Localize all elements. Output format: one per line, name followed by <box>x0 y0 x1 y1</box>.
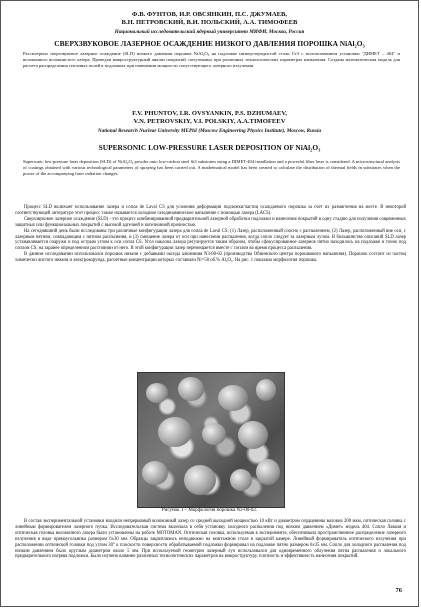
paragraph: Сверхзвуковое лазерное осаждение (SLD) - это процесс комбинированной предварительной лазерной обработки подложки и нанесения покрытий в одну стадию для получения современных защитных или функциональных покрытий с высокой адгезией и когезионной прочностью. <box>15 216 406 228</box>
paragraph: Процесс SLD включает использование лазера и сопла de Laval CS для усиления деформации подложки/частиц осаждаемого порошка за счет их размягчения на месте. В некоторой соответствующей литературе этот процесс также называется холодное газодинамическое напыление с помощью лазера (LACS). <box>15 205 406 216</box>
powder-grain <box>184 465 216 495</box>
ru-authors-line-2: В.Н. ПЕТРОВСКИЙ, В.И. ПОЛЬСКИЙ, А.А. ТИМОФЕЕВ <box>121 19 298 27</box>
body-top <box>15 205 406 264</box>
body-bottom <box>15 519 406 560</box>
page-number: 76 <box>395 587 402 594</box>
powder-grain <box>202 423 226 445</box>
powder-grain <box>256 459 280 485</box>
en-affiliation: National Research Nuclear University MEPhI (Moscow Engineering Physics Institute), Moscow, Russia <box>97 128 322 134</box>
en-authors <box>11 110 408 126</box>
powder-grain <box>230 469 252 491</box>
en-authors-line-1: F.V. PHUNTOV, I.R. OVSYANKIN, P.S. DZHUMAEV, <box>132 110 287 117</box>
en-abstract: Supersonic low-pressure laser deposition (SLD) of NiAl₂O₃ powder onto low-carbon steel St3 substrates using a DIMET-404 installation and a powerful fiber laser is considered. A microstructural analysis of coatings obtained with various technological parameters of spraying has been carried out. A mathematical model has been created to calculate the distribution of thermal fields in substrates when the power of the accompanying laser radiation changes. <box>23 159 400 176</box>
powder-grain <box>178 377 204 401</box>
powder-grain <box>256 379 276 401</box>
figure-caption: Рисунок 1 – Морфология порошка N3-00-02. <box>161 508 258 513</box>
paragraph: В данном исследовании использовался порошок никеля с добавками оксида алюминия N3-00-02 (производства Обнинского центра порошкового напыления). Порошок состоит из частиц химически чистого никеля и электрокорунда, расчетные концентрации которых составили Ni=50 об.% Al₂O₃. На рис. 1 показана морфология порошка. <box>15 252 406 264</box>
ru-authors-line-1: Ф.В. ФУНТОВ, И.Р. ОВСЯНКИН, П.С. ДЖУМАЕВ, <box>131 11 288 18</box>
powder-grain <box>238 421 268 449</box>
ru-title: СВЕРХЗВУКОВОЕ ЛАЗЕРНОЕ ОСАЖДЕНИЕ НИЗКОГО ДАВЛЕНИЯ ПОРОШКА NiAl₂O₃ <box>54 39 365 48</box>
powder-grain <box>158 417 192 447</box>
en-authors-line-2: V.N. PETROVSKIY, V.I. POLSKIY, A.A.TIMOFEEV <box>133 118 286 126</box>
ru-authors <box>11 11 408 27</box>
paragraph: В состав экспериментальной установки входили непрерывный волоконный лазер со средней выходной мощностью 10 кВт и диаметром сердцевины волокна 200 мкм, оптическая головка с линейным формирователем лазерного пучка. Исследовательская система включала в себя установку холодного распыления под низким давлением «Димет» модель 404. Сопло Лаваля и оптическая головка волоконного лазера были установлены на роботе MOTOMAN. Оптическая головка, используемая в эксперименте, обеспечивала пространственное распределение лазерного излучения в виде прямоугольника размером 6х30 мм. Образцы закреплялись неподвижно на монтажном столе в закрытой камере. Линейный формирователь оптического излучения при расположении оптической головки под углом 30° к плоскости поверхности обрабатываемой подложки формировал на подложке пятно размером 6х35 мм. Сопло для холодного распыления под низким давлением было круглым диаметром около 5 мм. При используемой геометрии лазерный луч использовался для одновременного облучения пятна распыления и локального предварительного нагрева подложки. Было изучено влияние различных технологических параметров на микроструктуру, плотность и эффективность нанесения покрытий. <box>15 519 406 560</box>
ru-abstract: Рассмотрено сверхзвуковое лазерное осаждение (SLD) низкого давления порошка NiAl₂O₃ на подложке низкоуглеродистой стали Ст3 с использованием установки "ДИМЕТ – 404" и волоконного волокнистого лазера. Проведен микроструктурный анализ покрытий, полученных при различных технологических параметрах напыления. Создана математическая модель для расчета распределения тепловых полей в подложках при изменении мощности сопутствующего лазерного излучения. <box>23 51 400 68</box>
powder-grain <box>146 383 168 403</box>
powder-grain <box>142 461 168 485</box>
en-title: SUPERSONIC LOW-PRESSURE LASER DEPOSITION OF NiAl₂O₃ <box>98 143 321 152</box>
ru-affiliation: Национальный исследовательский ядерный университет МИФИ, Москва, Россия <box>114 29 305 35</box>
powder-grain <box>218 385 248 411</box>
powder-morphology-image <box>137 372 285 508</box>
paragraph: На сегодняшний день были исследованы три различные конфигурации лазера для сопла de Laval CS: (1) Лазер, расположенный соосно с распылением, (2) Лазер, расположенный вне оси, с лазерным пятном, совпадающим с пятном распыления, и (3) смещение лазера от оси при нанесении распыления, когда сопло следует за лазерным лучом. В большинстве описаний SLD лазер устанавливается снаружи и под острым углом к оси сопла CS. Угол наклона лазера регулируется таким образом, чтобы сфокусированное лазерное пятно находилось на подложке и точно под соплом CS, на заранее определенном расстоянии от него. В этой конфигурации лазер перемещается вместе с соплом во время процесса распыления. <box>15 228 406 252</box>
